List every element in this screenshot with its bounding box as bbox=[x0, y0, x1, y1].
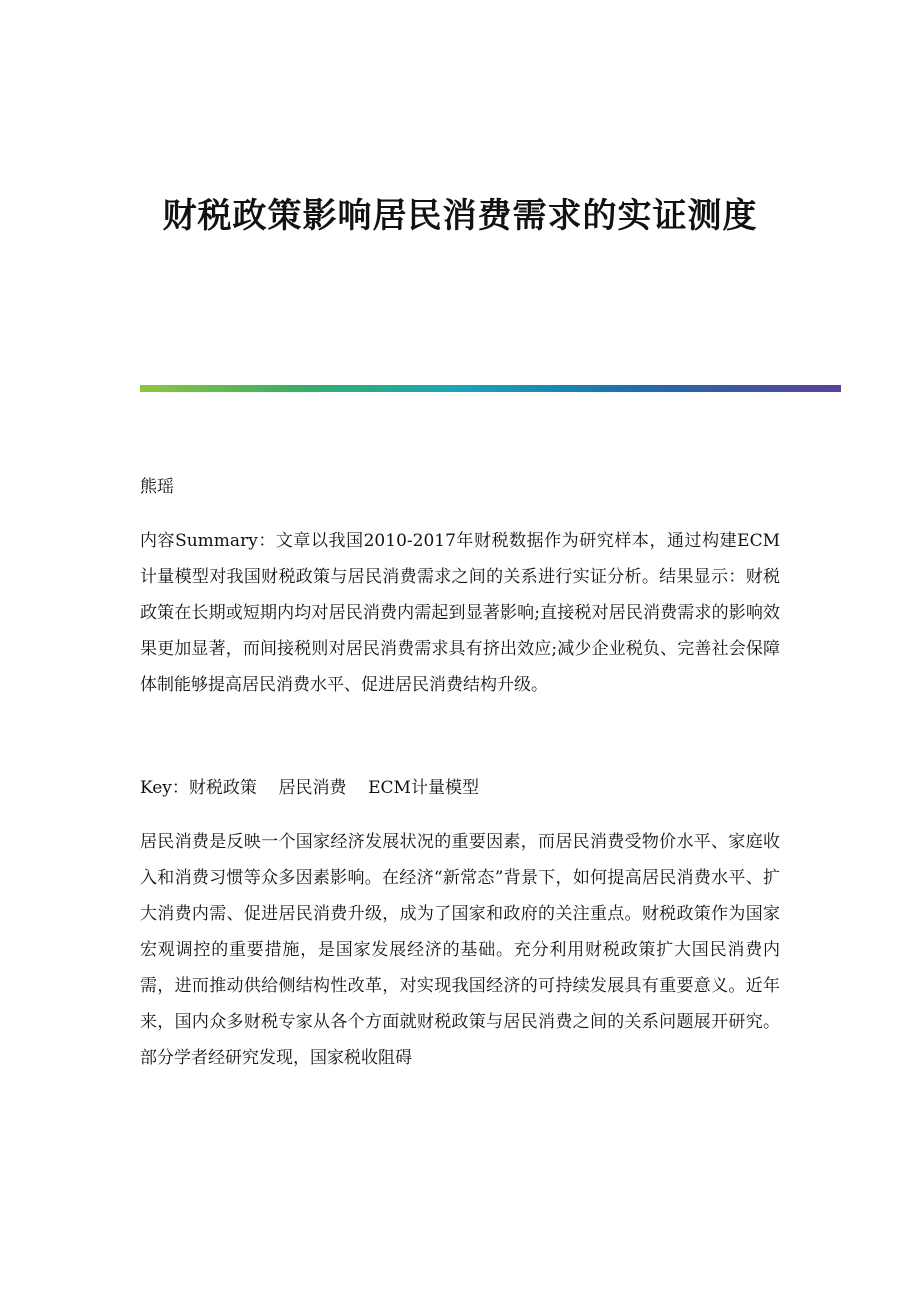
body-paragraph: 居民消费是反映一个国家经济发展状况的重要因素，而居民消费受物价水平、家庭收入和消费习惯等众多因素影响。在经济“新常态”背景下，如何提高居民消费水平、扩大消费内需、促进居民消费升级，成为了国家和政府的关注重点。财税政策作为国家宏观调控的重要措施，是国家发展经济的基础。充分利用财税政策扩大国民消费内需，进而推动供给侧结构性改革，对实现我国经济的可持续发展具有重要意义。近年来，国内众多财税专家从各个方面就财税政策与居民消费之间的关系问题展开研究。部分学者经研究发现，国家税收阻碍 bbox=[140, 832, 780, 1068]
keywords-line: Key：财税政策 居民消费 ECM计量模型 bbox=[140, 778, 479, 798]
document-title: 财税政策影响居民消费需求的实证测度 bbox=[162, 196, 758, 236]
abstract-paragraph: 内容Summary：文章以我国2010-2017年财税数据作为研究样本，通过构建ECM计量模型对我国财税政策与居民消费需求之间的关系进行实证分析。结果显示：财税政策在长期或短期内均对居民消费内需起到显著影响;直接税对居民消费需求的影响效果更加显著，而间接税则对居民消费需求具有挤出效应;减少企业税负、完善社会保障体制能够提高居民消费水平、促进居民消费结构升级。 bbox=[140, 531, 780, 695]
author-name: 熊瑶 bbox=[140, 477, 174, 497]
title-divider bbox=[140, 385, 841, 392]
